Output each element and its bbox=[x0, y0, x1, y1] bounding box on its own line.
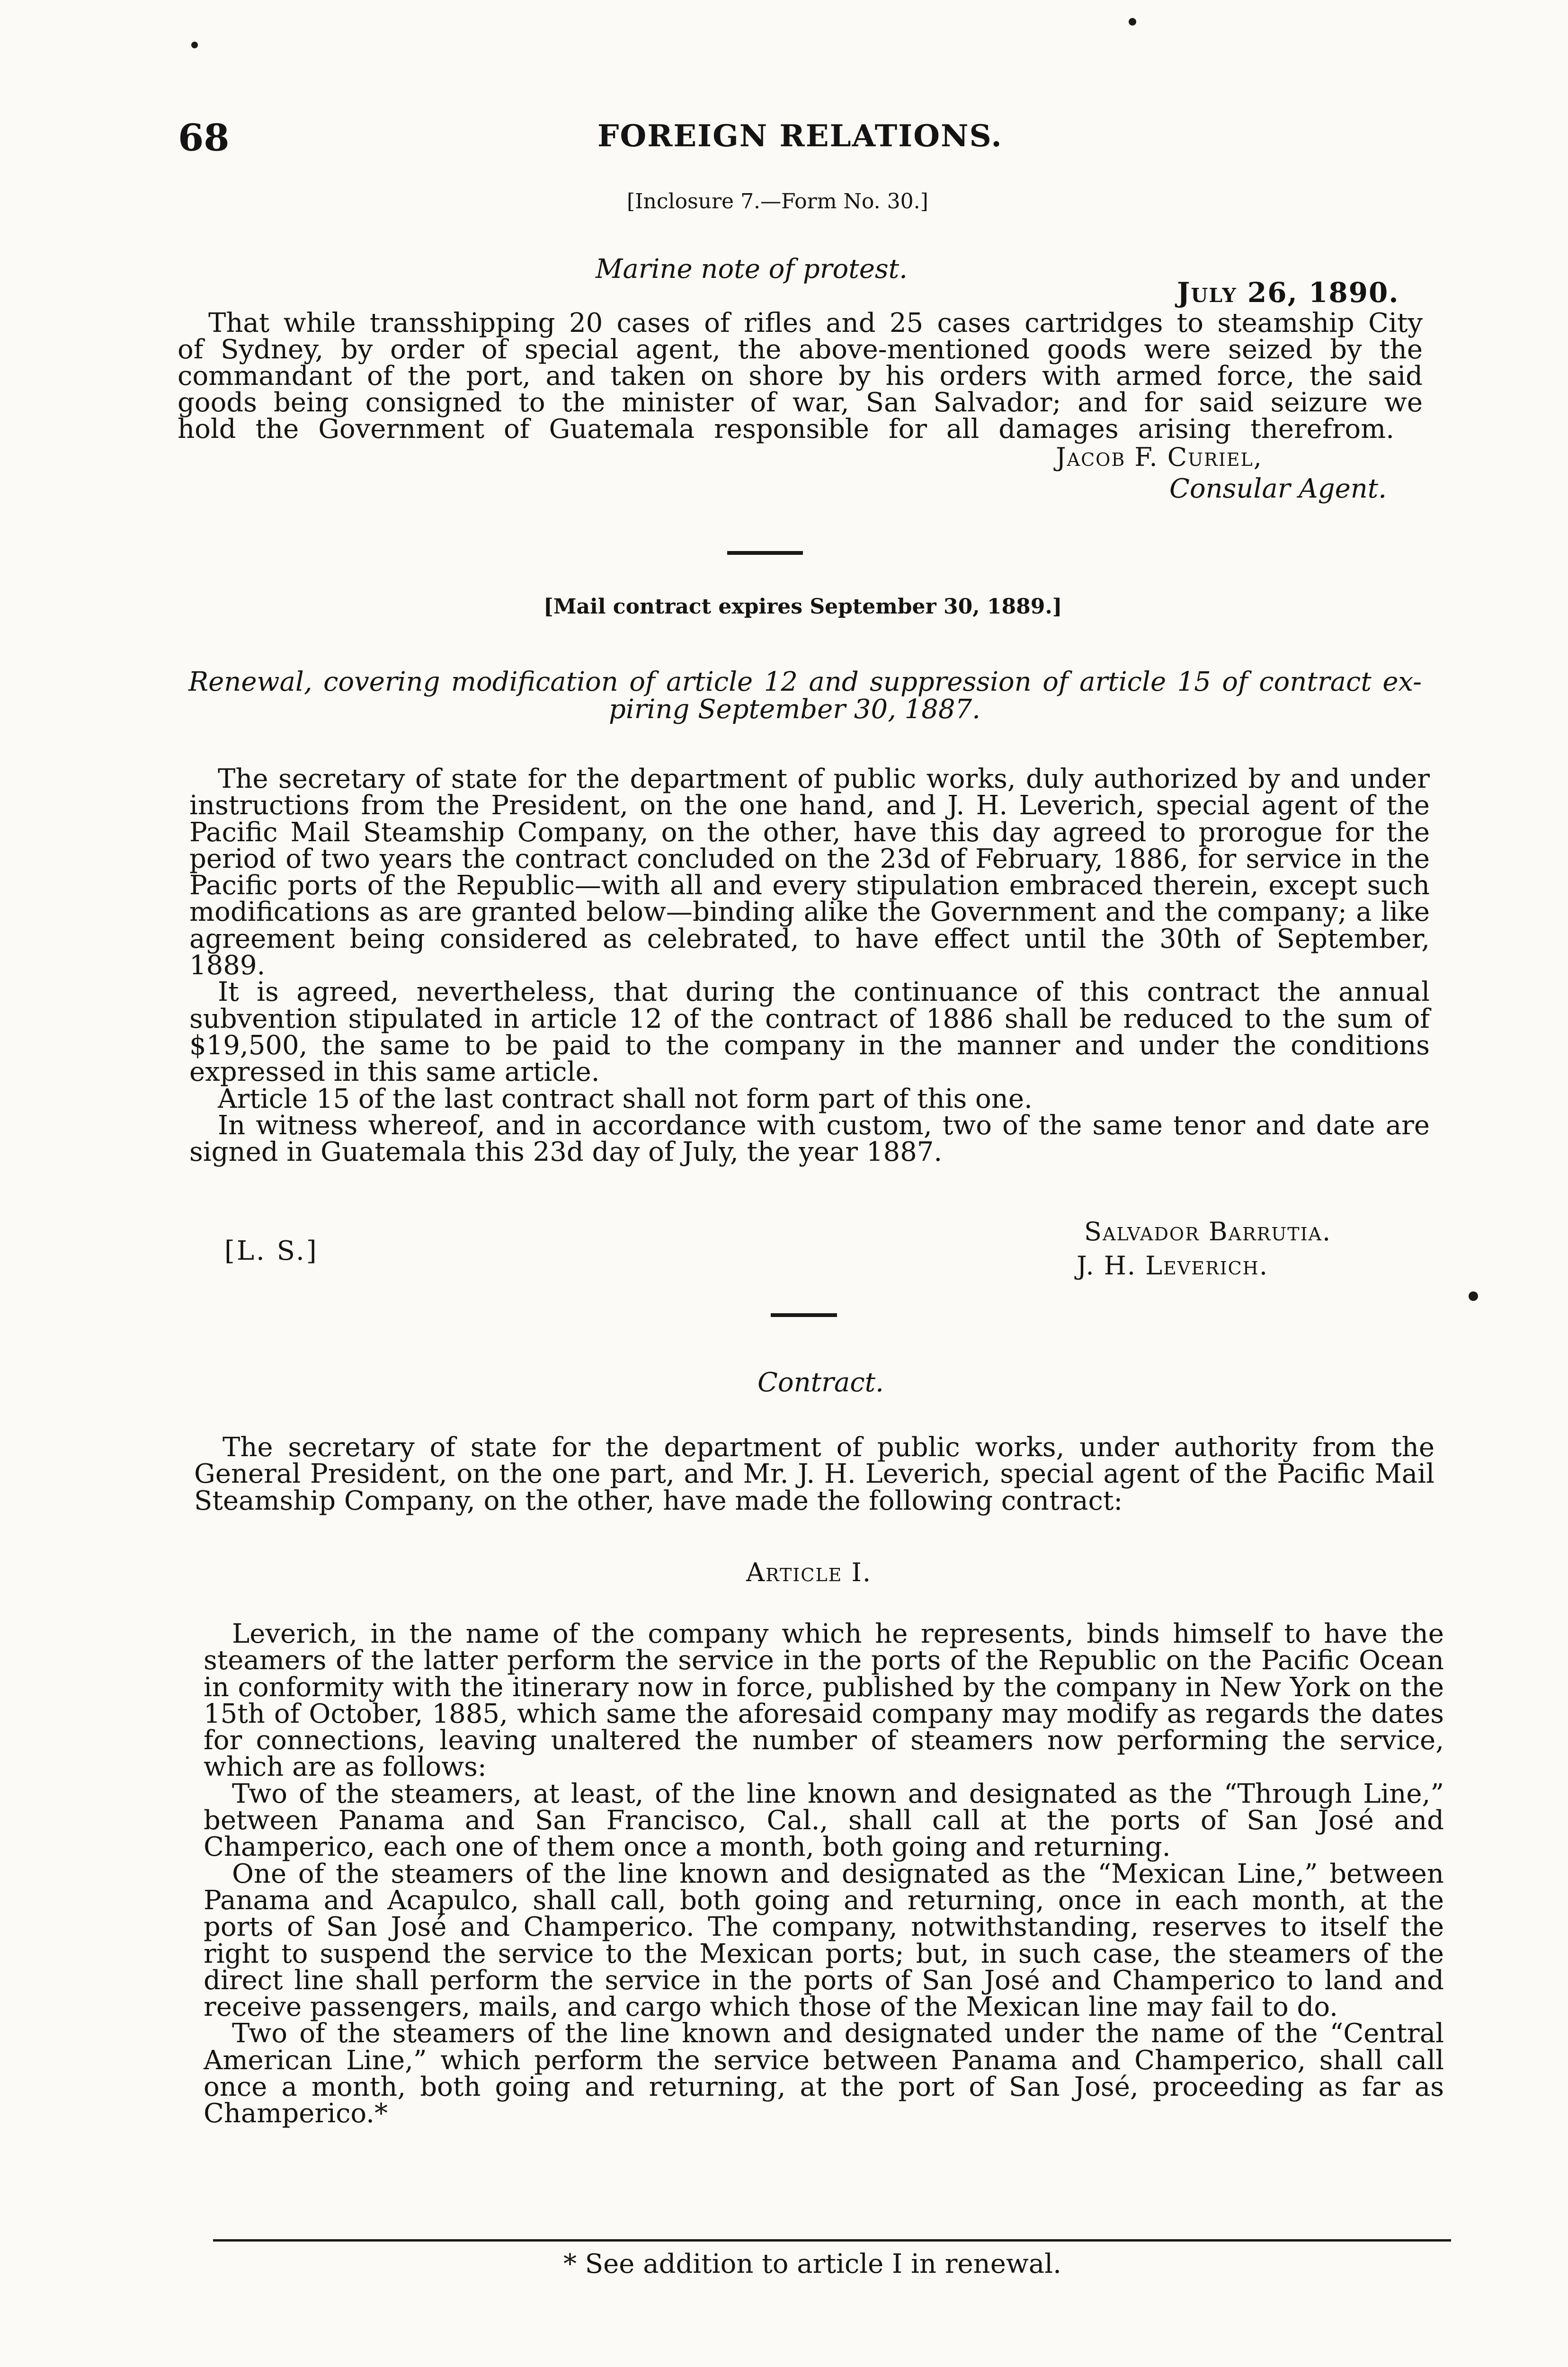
inclosure-caption: [Inclosure 7.—Form No. 30.] bbox=[627, 189, 928, 214]
inclosure-title: Marine note of protest. bbox=[596, 254, 908, 285]
contract-intro-text: The secretary of state for the department of public works, under authority from the General President, on the one part, and Mr. J. H. Leverich, special agent of the Pacific Mail Steamship Company, on the other, have made the following contract: bbox=[194, 1432, 1434, 1516]
page-number: 68 bbox=[178, 116, 230, 160]
footnote-rule bbox=[213, 2239, 1451, 2242]
article-heading: Article I. bbox=[746, 1557, 872, 1587]
protest-date: July 26, 1890. bbox=[1177, 276, 1399, 309]
seal-mark: [L. S.] bbox=[224, 1236, 319, 1266]
article-body bbox=[204, 1621, 1444, 2127]
renewal-caption: [Mail contract expires September 30, 1889.] bbox=[543, 595, 1062, 619]
running-title: FOREIGN RELATIONS. bbox=[597, 118, 1003, 154]
article-paragraph-2: Two of the steamers, at least, of the line known and designated as the “Through Line,” between Panama and San Francisco, Cal., shall call at the ports of San José and Champerico, each one of them once a month, both going and returning. bbox=[204, 1778, 1444, 1863]
protest-signer-title: Consular Agent. bbox=[1169, 473, 1387, 504]
section-divider bbox=[727, 551, 803, 555]
renewal-paragraph-3: Article 15 of the last contract shall not form part of this one. bbox=[218, 1083, 1033, 1114]
scan-speck bbox=[1469, 1291, 1478, 1301]
contract-intro bbox=[194, 1434, 1434, 1514]
signer-leverich: J. H. Leverich. bbox=[1077, 1251, 1268, 1281]
renewal-paragraph-1: The secretary of state for the department of public works, duly authorized by and under instructions from the President, on the one hand, and J. H. Leverich, special agent of the Pacific Mail Steamship Company, on the other, have this day agreed to prorogue for the period of two years the contract concluded on the 23d of February, 1886, for service in the Pacific ports of the Republic—with all and every stipulation embraced therein, except such modifications as are granted below—binding alike the Government and the company; a like agreement being considered as celebrated, to have effect until the 30th of September, 1889. bbox=[189, 764, 1430, 981]
renewal-heading-line-1: Renewal, covering modification of article 12 and suppression of article 15 of contract ex- bbox=[188, 667, 1422, 697]
protest-signer: Jacob F. Curiel, bbox=[1056, 442, 1263, 472]
footnote: * See addition to article I in renewal. bbox=[563, 2249, 1061, 2279]
article-paragraph-4: Two of the steamers of the line known and designated under the name of the “Central American Line,” which perform the service between Panama and Champerico, shall call once a month, both going and returning, at the port of San José, proceeding as far as Champerico.* bbox=[204, 2018, 1444, 2129]
protest-line-1: That while transshipping 20 cases of rifles and 25 cases cartridges to steamship City bbox=[208, 308, 1423, 338]
renewal-paragraph-2: It is agreed, nevertheless, that during the continuance of this contract the annual subvention stipulated in article 12 of the contract of 1886 shall be reduced to the sum of $19,500, the same to be paid to the company in the manner and under the conditions expressed in this same article. bbox=[189, 977, 1430, 1088]
protest-line-3: commandant of the port, and taken on shore by his orders with armed force, the said bbox=[178, 361, 1423, 392]
protest-line-5: hold the Government of Guatemala responsible for all damages arising therefrom. bbox=[178, 414, 1394, 445]
article-paragraph-3: One of the steamers of the line known and designated as the “Mexican Line,” between Panama and Acapulco, shall call, both going and returning, once in each month, at the ports of San José and Champerico. The company, notwithstanding, reserves to itself the right to suspend the service to the Mexican ports; but, in such case, the steamers of the direct line shall perform the service in the ports of San José and Champerico to land and receive passengers, mails, and cargo which those of the Mexican line may fail to do. bbox=[204, 1858, 1444, 2023]
scan-speck bbox=[191, 42, 198, 48]
contract-title: Contract. bbox=[757, 1367, 884, 1398]
renewal-paragraph-4: In witness whereof, and in accordance with custom, two of the same tenor and date are signed in Guatemala this 23d day of July, the year 1887. bbox=[189, 1110, 1430, 1168]
article-paragraph-1: Leverich, in the name of the company which he represents, binds himself to have the steamers of the latter perform the service in the ports of the Republic on the Pacific Ocean in conformity with the itinerary now in force, published by the company in New York on the 15th of October, 1885, which same the aforesaid company may modify as regards the dates for connections, leaving unaltered the number of steamers now performing the service, which are as follows: bbox=[204, 1619, 1444, 1783]
protest-line-4: goods being consigned to the minister of war, San Salvador; and for said seizure we bbox=[178, 387, 1423, 418]
section-divider bbox=[771, 1313, 837, 1317]
protest-line-2: of Sydney, by order of special agent, the above-mentioned goods were seized by the bbox=[178, 334, 1423, 365]
renewal-body bbox=[189, 766, 1430, 1166]
scan-speck bbox=[1129, 18, 1136, 26]
renewal-heading-line-2: piring September 30, 1887. bbox=[609, 694, 980, 725]
signer-barrutia: Salvador Barrutia. bbox=[1084, 1217, 1332, 1246]
